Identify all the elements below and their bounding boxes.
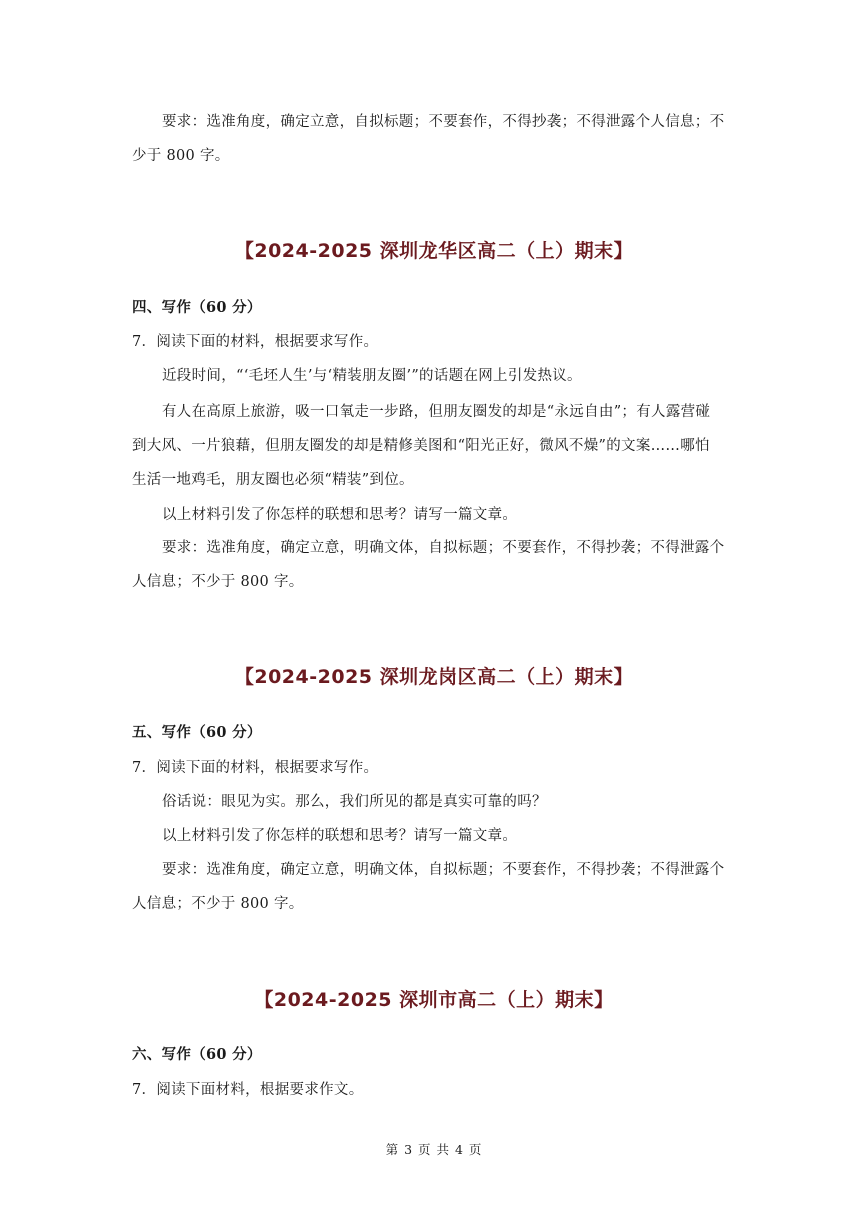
paragraph-line: 以上材料引发了你怎样的联想和思考？请写一篇文章。	[162, 828, 518, 844]
paragraph-line: 以上材料引发了你怎样的联想和思考？请写一篇文章。	[162, 507, 518, 523]
paragraph-line: 近段时间，“‘毛坯人生’与‘精装朋友圈’”的话题在网上引发热议。	[162, 368, 582, 384]
requirement-line: 要求：选准角度，确定立意，自拟标题；不要套作，不得抄袭；不得泄露个人信息；不	[162, 114, 725, 130]
paragraph-line: 有人在高原上旅游，吸一口氧走一步路，但朋友圈发的却是“永远自由”；有人露营碰	[162, 404, 711, 420]
question-line: 7．阅读下面的材料，根据要求写作。	[132, 760, 379, 776]
part-title: 五、写作（60 分）	[132, 724, 262, 741]
question-line: 7．阅读下面材料，根据要求作文。	[132, 1082, 364, 1098]
requirement-line: 人信息；不少于 800 字。	[132, 574, 304, 590]
page-number-footer: 第 3 页 共 4 页	[385, 1142, 483, 1157]
paragraph-line: 俗话说：眼见为实。那么，我们所见的都是真实可靠的吗？	[162, 794, 547, 810]
part-title: 四、写作（60 分）	[132, 299, 262, 316]
requirement-line: 要求：选准角度，确定立意，明确文体，自拟标题；不要套作，不得抄袭；不得泄露个	[162, 862, 725, 878]
question-line: 7．阅读下面的材料，根据要求写作。	[132, 334, 379, 350]
section-heading: 【2024-2025 深圳市高二（上）期末】	[254, 989, 614, 1011]
paragraph-line: 生活一地鸡毛，朋友圈也必须“精装”到位。	[132, 472, 414, 488]
requirement-line: 要求：选准角度，确定立意，明确文体，自拟标题；不要套作，不得抄袭；不得泄露个	[162, 540, 725, 556]
part-title: 六、写作（60 分）	[132, 1046, 262, 1063]
section-heading: 【2024-2025 深圳龙岗区高二（上）期末】	[234, 666, 634, 688]
section-heading: 【2024-2025 深圳龙华区高二（上）期末】	[234, 240, 634, 262]
paragraph-line: 到大风、一片狼藉，但朋友圈发的却是精修美图和“阳光正好，微风不燥”的文案……哪怕	[132, 438, 710, 454]
requirement-line: 人信息；不少于 800 字。	[132, 896, 304, 912]
requirement-line: 少于 800 字。	[132, 148, 230, 164]
